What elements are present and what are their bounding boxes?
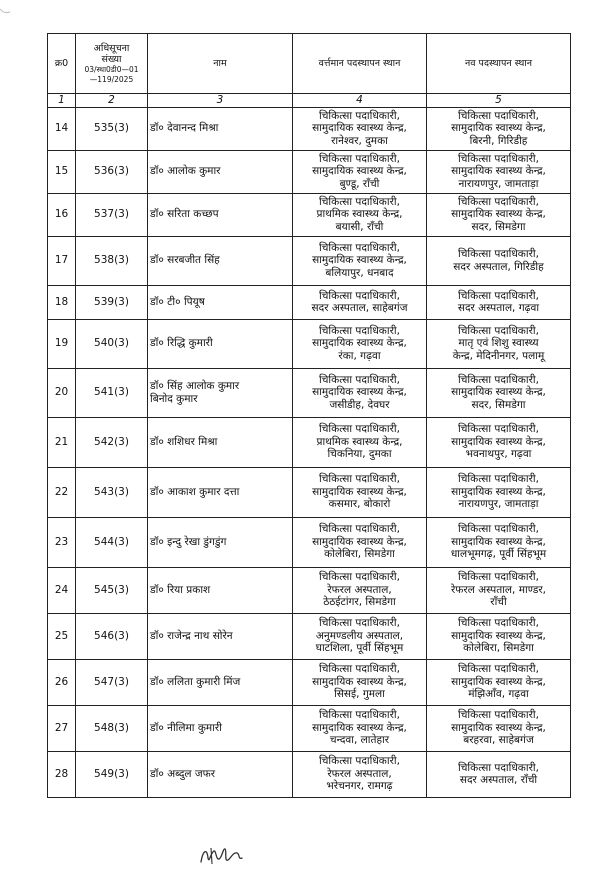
current-posting-line: रानेश्वर, दुमका — [331, 134, 388, 147]
new-posting-line: सामुदायिक स्वास्थ्य केन्द्र, — [451, 485, 546, 498]
name-cell — [148, 517, 293, 567]
current-posting-line: सामुदायिक स्वास्थ्य केन्द्र, — [312, 337, 407, 350]
notification-number-cell: 542(3) — [76, 417, 148, 467]
current-posting-line: चिकित्सा पदाधिकारी, — [319, 324, 400, 337]
new-posting-line: सदर, सिमडेगा — [471, 220, 526, 233]
serial-number-cell: 21 — [48, 417, 76, 467]
header-name: नाम — [148, 34, 293, 94]
new-posting-line: सामुदायिक स्वास्थ्य केन्द्र, — [451, 721, 546, 734]
doctor-name-line: डॉ० अब्दुल जफर — [150, 767, 216, 780]
notification-number-cell: 539(3) — [76, 285, 148, 319]
current-posting-line: सामुदायिक स्वास्थ्य केन्द्र, — [312, 721, 407, 734]
table-row — [48, 150, 571, 193]
page-corner-mark — [0, 0, 16, 16]
new-posting-cell — [427, 285, 571, 319]
name-cell — [148, 285, 293, 319]
new-posting-line: सामुदायिक स्वास्थ्य केन्द्र, — [451, 208, 546, 221]
current-posting-line: रेफरल अस्पताल, — [327, 767, 392, 780]
current-posting-line: कसमार, बोकारो — [328, 498, 391, 511]
name-cell — [148, 368, 293, 417]
notification-number-cell: 547(3) — [76, 659, 148, 705]
current-posting-line: चिकित्सा पदाधिकारी, — [319, 152, 400, 165]
current-posting-line: चिकित्सा पदाधिकारी, — [319, 663, 400, 676]
current-posting-line: सामुदायिक स्वास्थ्य केन्द्र, — [312, 485, 407, 498]
new-posting-line: रेफरल अस्पताल, माण्डर, — [451, 583, 546, 596]
serial-number-cell: 26 — [48, 659, 76, 705]
new-posting-line: सामुदायिक स्वास्थ्य केन्द्र, — [451, 535, 546, 548]
current-posting-cell — [293, 467, 427, 517]
new-posting-line: धालभूमगढ़, पूर्वी सिंहभूम — [450, 548, 547, 561]
current-posting-cell — [293, 368, 427, 417]
current-posting-line: चिकित्सा पदाधिकारी, — [319, 523, 400, 536]
current-posting-cell — [293, 285, 427, 319]
name-cell — [148, 567, 293, 613]
table-row — [48, 417, 571, 467]
name-cell — [148, 236, 293, 285]
table-row — [48, 107, 571, 150]
notification-number-cell: 536(3) — [76, 150, 148, 193]
doctor-name-line: डॉ० आकाश कुमार दत्ता — [150, 485, 240, 498]
current-posting-cell — [293, 613, 427, 659]
current-posting-cell — [293, 236, 427, 285]
name-cell — [148, 613, 293, 659]
serial-number-cell: 22 — [48, 467, 76, 517]
new-posting-line: चिकित्सा पदाधिकारी, — [458, 324, 539, 337]
current-posting-line: सामुदायिक स्वास्थ्य केन्द्र, — [312, 386, 407, 399]
current-posting-line: चिकित्सा पदाधिकारी, — [319, 373, 400, 386]
name-cell — [148, 467, 293, 517]
name-cell — [148, 150, 293, 193]
name-cell — [148, 193, 293, 236]
doctor-name-line: डॉ० नीलिमा कुमारी — [150, 721, 222, 734]
current-posting-line: रेफरल अस्पताल, — [327, 583, 392, 596]
notification-number-cell: 540(3) — [76, 319, 148, 368]
new-posting-cell — [427, 751, 571, 797]
name-cell — [148, 417, 293, 467]
name-cell — [148, 705, 293, 751]
serial-number-cell: 17 — [48, 236, 76, 285]
current-posting-cell — [293, 193, 427, 236]
column-number: 1 — [48, 94, 76, 108]
new-posting-line: चिकित्सा पदाधिकारी, — [458, 423, 539, 436]
table-row — [48, 368, 571, 417]
doctor-name-line: डॉ० देवानन्द मिश्रा — [150, 122, 219, 135]
current-posting-cell — [293, 107, 427, 150]
serial-number-cell: 16 — [48, 193, 76, 236]
current-posting-cell — [293, 319, 427, 368]
new-posting-cell — [427, 467, 571, 517]
new-posting-line: सामुदायिक स्वास्थ्य केन्द्र, — [451, 629, 546, 642]
new-posting-cell — [427, 236, 571, 285]
new-posting-line: चिकित्सा पदाधिकारी, — [458, 663, 539, 676]
new-posting-cell — [427, 417, 571, 467]
new-posting-cell — [427, 613, 571, 659]
current-posting-cell — [293, 705, 427, 751]
current-posting-cell — [293, 751, 427, 797]
new-posting-cell — [427, 517, 571, 567]
new-posting-line: चिकित्सा पदाधिकारी, — [458, 248, 539, 260]
notification-number-cell: 549(3) — [76, 751, 148, 797]
notification-number-cell: 538(3) — [76, 236, 148, 285]
current-posting-line: बलियापुर, धनबाद — [325, 266, 394, 279]
new-posting-line: सामुदायिक स्वास्थ्य केन्द्र, — [451, 435, 546, 448]
doctor-name-line: डॉ० इन्दु रेखा डुंगडुंग — [150, 535, 227, 548]
current-posting-line: बयासी, राँची — [335, 220, 384, 233]
notification-number-cell: 543(3) — [76, 467, 148, 517]
notification-number-cell: 544(3) — [76, 517, 148, 567]
table-row — [48, 285, 571, 319]
serial-number-cell: 15 — [48, 150, 76, 193]
current-posting-line: चिकित्सा पदाधिकारी, — [319, 423, 400, 436]
header-current-posting: वर्त्तमान पदस्थापन स्थान — [293, 34, 427, 94]
current-posting-line: चिकनिया, दुमका — [327, 448, 392, 461]
doctor-name-line: डॉ० सरबजीत सिंह — [150, 254, 220, 267]
table-row — [48, 517, 571, 567]
new-posting-cell — [427, 193, 571, 236]
new-posting-line: सामुदायिक स्वास्थ्य केन्द्र, — [451, 122, 546, 135]
doctor-name-line: डॉ० आलोक कुमार — [150, 165, 221, 178]
new-posting-line: बिरनी, गिरिडीह — [469, 134, 528, 147]
table-row — [48, 236, 571, 285]
serial-number-cell: 24 — [48, 567, 76, 613]
new-posting-line: चिकित्सा पदाधिकारी, — [458, 761, 539, 774]
transfer-table — [47, 33, 571, 798]
serial-number-cell: 25 — [48, 613, 76, 659]
new-posting-line: मंझिआँव, गढ़वा — [468, 688, 529, 701]
current-posting-line: चिकित्सा पदाधिकारी, — [319, 473, 400, 486]
new-posting-line: केन्द्र, मेदिनीनगर, पलामू — [452, 349, 545, 362]
serial-number-cell: 18 — [48, 285, 76, 319]
current-posting-line: चिकित्सा पदाधिकारी, — [319, 195, 400, 208]
new-posting-line: सामुदायिक स्वास्थ्य केन्द्र, — [451, 386, 546, 399]
doctor-name-line: डॉ० सिंह आलोक कुमार — [150, 380, 240, 392]
new-posting-line: सदर अस्पताल, गढ़वा — [457, 302, 540, 314]
current-posting-cell — [293, 150, 427, 193]
doctor-name-line: डॉ० राजेन्द्र नाथ सोरेन — [150, 629, 233, 642]
new-posting-line: बरहरवा, साहेबगंज — [463, 734, 534, 747]
current-posting-line: चिकित्सा पदाधिकारी, — [319, 617, 400, 630]
new-posting-line: सामुदायिक स्वास्थ्य केन्द्र, — [451, 165, 546, 178]
doctor-name-line: डॉ० टी० पियूष — [150, 295, 205, 308]
current-posting-cell — [293, 517, 427, 567]
doctor-name-line: डॉ० शशिधर मिश्रा — [150, 435, 218, 448]
header-notification-number: अधिसूचना संख्या 03/स्था0डी0—01 —119/2025 — [76, 34, 148, 94]
current-posting-line: सामुदायिक स्वास्थ्य केन्द्र, — [312, 122, 407, 135]
new-posting-line: मातृ एवं शिशु स्वास्थ्य — [458, 337, 539, 350]
new-posting-line: सदर अस्पताल, राँची — [459, 774, 538, 786]
new-posting-line: चिकित्सा पदाधिकारी, — [458, 373, 539, 386]
current-posting-line: सामुदायिक स्वास्थ्य केन्द्र, — [312, 254, 407, 267]
new-posting-line: सदर अस्पताल, गिरिडीह — [453, 260, 544, 273]
table-row — [48, 751, 571, 797]
new-posting-line: चिकित्सा पदाधिकारी, — [458, 109, 539, 122]
new-posting-line: नारायणपुर, जामताड़ा — [458, 498, 539, 511]
serial-number-cell: 27 — [48, 705, 76, 751]
doctor-name-line: डॉ० रिद्धि कुमारी — [150, 337, 213, 350]
serial-number-cell: 23 — [48, 517, 76, 567]
doctor-name-line: बिनोद कुमार — [150, 392, 198, 405]
new-posting-line: चिकित्सा पदाधिकारी, — [458, 289, 539, 302]
table-header-row — [48, 34, 571, 94]
notification-number-cell: 535(3) — [76, 107, 148, 150]
current-posting-line: चन्दवा, लातेहार — [329, 734, 390, 747]
notification-number-cell: 541(3) — [76, 368, 148, 417]
notification-number-cell: 537(3) — [76, 193, 148, 236]
current-posting-line: चिकित्सा पदाधिकारी, — [319, 289, 400, 302]
column-number-row — [48, 94, 571, 108]
name-cell — [148, 319, 293, 368]
new-posting-line: सदर, सिमडेगा — [471, 398, 526, 411]
current-posting-line: चिकित्सा पदाधिकारी, — [319, 571, 400, 584]
current-posting-line: सिसई, गुमला — [334, 688, 385, 701]
new-posting-cell — [427, 319, 571, 368]
column-number: 5 — [427, 94, 571, 108]
new-posting-line: चिकित्सा पदाधिकारी, — [458, 709, 539, 722]
new-posting-line: चिकित्सा पदाधिकारी, — [458, 571, 539, 584]
current-posting-line: जसीडीह, देवघर — [329, 398, 390, 411]
doctor-name-line: डॉ० सरिता कच्छप — [150, 208, 219, 221]
new-posting-line: नारायणपुर, जामताड़ा — [458, 177, 539, 190]
new-posting-line: चिकित्सा पदाधिकारी, — [458, 523, 539, 536]
current-posting-line: बुण्डू, राँची — [339, 177, 380, 190]
new-posting-line: चिकित्सा पदाधिकारी, — [458, 152, 539, 165]
new-posting-line: चिकित्सा पदाधिकारी, — [458, 617, 539, 630]
new-posting-line: भवनाथपुर, गढ़वा — [465, 448, 532, 461]
name-cell — [148, 659, 293, 705]
table-row — [48, 659, 571, 705]
current-posting-cell — [293, 417, 427, 467]
serial-number-cell: 28 — [48, 751, 76, 797]
name-cell — [148, 107, 293, 150]
header-serial: क्र0 — [48, 34, 76, 94]
current-posting-line: घाटशिला, पूर्वी सिंहभूम — [315, 642, 404, 655]
new-posting-line: चिकित्सा पदाधिकारी, — [458, 195, 539, 208]
notification-number-cell: 546(3) — [76, 613, 148, 659]
new-posting-cell — [427, 368, 571, 417]
current-posting-line: सामुदायिक स्वास्थ्य केन्द्र, — [312, 165, 407, 178]
current-posting-line: सदर अस्पताल, साहेबगंज — [311, 302, 408, 314]
table-row — [48, 319, 571, 368]
doctor-name-line: डॉ० रिया प्रकाश — [150, 583, 211, 596]
notification-number-cell: 545(3) — [76, 567, 148, 613]
current-posting-line: प्राथमिक स्वास्थ्य केन्द्र, — [316, 435, 403, 448]
column-number: 3 — [148, 94, 293, 108]
serial-number-cell: 20 — [48, 368, 76, 417]
current-posting-line: सामुदायिक स्वास्थ्य केन्द्र, — [312, 675, 407, 688]
column-number: 2 — [76, 94, 148, 108]
column-number: 4 — [293, 94, 427, 108]
handwritten-signature — [197, 842, 245, 868]
current-posting-cell — [293, 659, 427, 705]
current-posting-line: कोलेबिरा, सिमडेगा — [324, 548, 395, 561]
current-posting-line: प्राथमिक स्वास्थ्य केन्द्र, — [316, 208, 403, 221]
current-posting-line: चिकित्सा पदाधिकारी, — [319, 109, 400, 122]
table-row — [48, 705, 571, 751]
current-posting-line: रंका, गढ़वा — [338, 349, 381, 362]
new-posting-line: सामुदायिक स्वास्थ्य केन्द्र, — [451, 675, 546, 688]
table-row — [48, 567, 571, 613]
table-row — [48, 193, 571, 236]
current-posting-line: अनुमण्डलीय अस्पताल, — [315, 629, 404, 642]
header-new-posting: नव पदस्थापन स्थान — [427, 34, 571, 94]
table-row — [48, 467, 571, 517]
current-posting-line: भरेचनगर, रामगढ़ — [326, 780, 393, 793]
current-posting-line: चिकित्सा पदाधिकारी, — [319, 709, 400, 722]
current-posting-line: चिकित्सा पदाधिकारी, — [319, 241, 400, 254]
new-posting-line: कोलेबिरा, सिमडेगा — [463, 642, 534, 655]
serial-number-cell: 14 — [48, 107, 76, 150]
new-posting-line: राँची — [490, 596, 507, 609]
current-posting-cell — [293, 567, 427, 613]
name-cell — [148, 751, 293, 797]
table-row — [48, 613, 571, 659]
new-posting-cell — [427, 107, 571, 150]
new-posting-cell — [427, 150, 571, 193]
current-posting-line: ठेठईटांगर, सिमडेगा — [323, 596, 396, 609]
serial-number-cell: 19 — [48, 319, 76, 368]
new-posting-cell — [427, 659, 571, 705]
doctor-name-line: डॉ० ललिता कुमारी मिंज — [150, 675, 241, 688]
notification-number-cell: 548(3) — [76, 705, 148, 751]
new-posting-cell — [427, 567, 571, 613]
new-posting-line: चिकित्सा पदाधिकारी, — [458, 473, 539, 486]
current-posting-line: सामुदायिक स्वास्थ्य केन्द्र, — [312, 535, 407, 548]
new-posting-cell — [427, 705, 571, 751]
current-posting-line: चिकित्सा पदाधिकारी, — [319, 755, 400, 768]
